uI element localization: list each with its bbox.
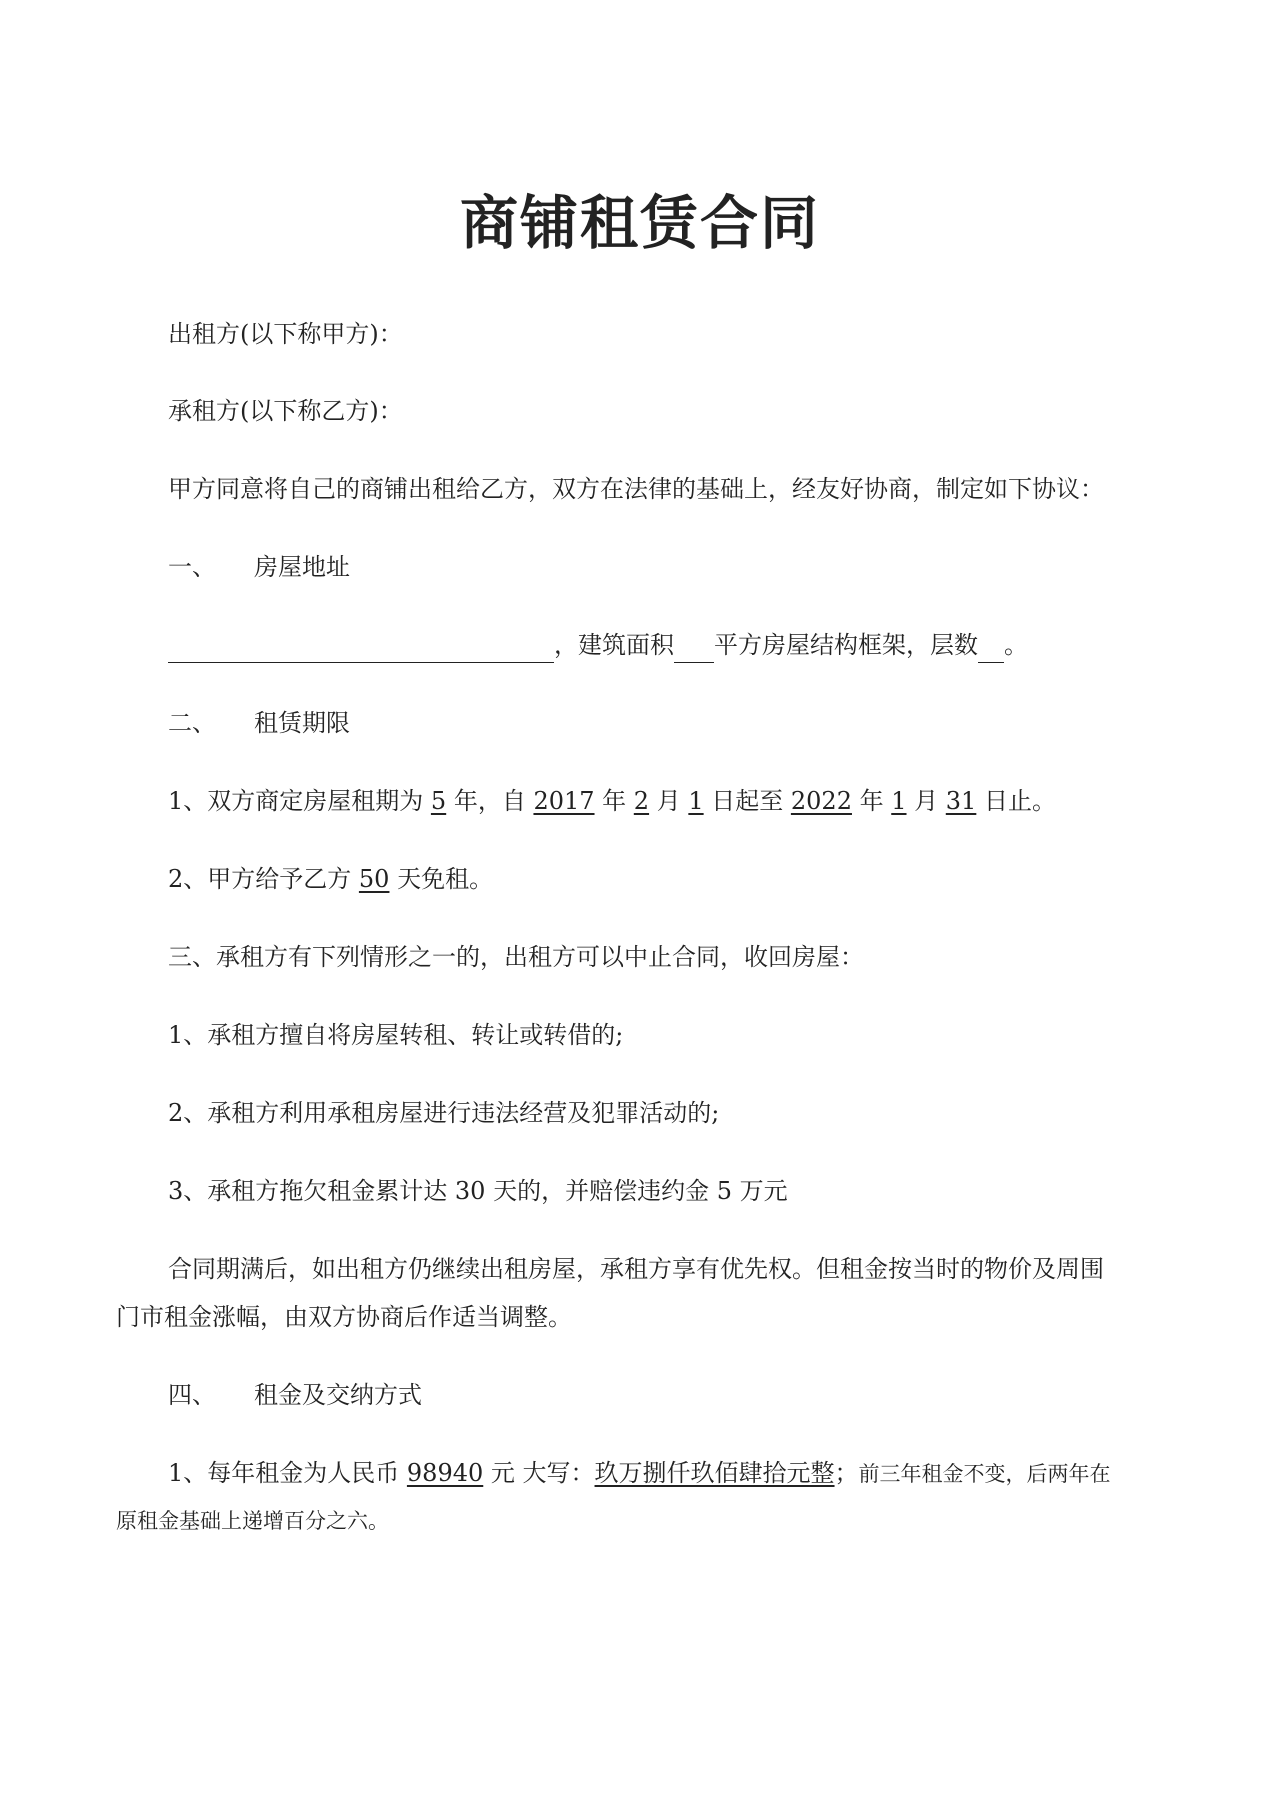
section1-number: 一、: [168, 553, 216, 581]
rent-free-days: 50: [358, 865, 390, 893]
renewal-paragraph-line2: 门市租金涨幅，由双方协商后作适当调整。: [116, 1303, 572, 1331]
annual-rent-words: 玖万捌仟玖佰肆拾元整: [594, 1459, 835, 1487]
end-year: 2022: [790, 787, 852, 815]
area-blank: [674, 634, 714, 663]
address-line: [168, 627, 1028, 663]
section2-number: 二、: [168, 709, 216, 737]
section4-title: 租金及交纳方式: [254, 1381, 422, 1409]
end-day: 31: [945, 787, 977, 815]
renewal-paragraph-line1: 合同期满后，如出租方仍继续出租房屋，承租方享有优先权。但租金按当时的物价及周围: [168, 1255, 1104, 1283]
section1-title: 房屋地址: [254, 553, 350, 581]
end-month: 1: [891, 787, 907, 815]
address-blank: [168, 634, 554, 663]
start-month: 2: [633, 787, 650, 815]
rent-free-line: 2、甲方给予乙方 50 天免租。: [168, 865, 494, 893]
lessee-line: 承租方(以下称乙方)：: [168, 397, 403, 425]
annual-rent-line2: 原租金基础上递增百分之六。: [116, 1509, 389, 1533]
lease-term-line: 1、双方商定房屋租期为 5 年，自 2017 年 2 月 1 日起至 2022 年 1 月 31 日止。: [168, 787, 1056, 815]
lessor-line: 出租方(以下称甲方)：: [168, 320, 403, 348]
termination-item-3: 3、承租方拖欠租金累计达 30 天的，并赔偿违约金 5 万元: [168, 1177, 788, 1205]
annual-rent-amount: 98940: [406, 1459, 484, 1487]
start-day: 1: [688, 787, 704, 815]
rent-increase-note: 前三年租金不变，后两年在: [858, 1462, 1111, 1486]
section2-heading: [168, 705, 350, 741]
floors-blank: [978, 634, 1004, 663]
annual-rent-line: 1、每年租金为人民币 98940 元 大写：玖万捌仟玖佰肆拾元整；前三年租金不变，后两年在: [168, 1459, 1111, 1487]
section1-heading: [168, 549, 350, 585]
section4-heading: [168, 1377, 422, 1413]
start-year: 2017: [533, 787, 595, 815]
address-text-1: ，建筑面积: [554, 631, 674, 659]
address-text-3: 。: [1004, 631, 1028, 659]
term-years: 5: [430, 787, 447, 815]
section4-number: 四、: [168, 1381, 216, 1409]
section2-title: 租赁期限: [254, 709, 350, 737]
termination-item-2: 2、承租方利用承租房屋进行违法经营及犯罪活动的;: [168, 1099, 720, 1127]
section3-heading: 三、承租方有下列情形之一的，出租方可以中止合同，收回房屋：: [168, 943, 864, 971]
address-text-2: 平方房屋结构框架，层数: [714, 631, 978, 659]
document-title: 商铺租赁合同: [459, 189, 820, 257]
termination-item-1: 1、承租方擅自将房屋转租、转让或转借的;: [168, 1021, 624, 1049]
intro-paragraph: 甲方同意将自己的商铺出租给乙方，双方在法律的基础上，经友好协商，制定如下协议：: [168, 475, 1104, 503]
